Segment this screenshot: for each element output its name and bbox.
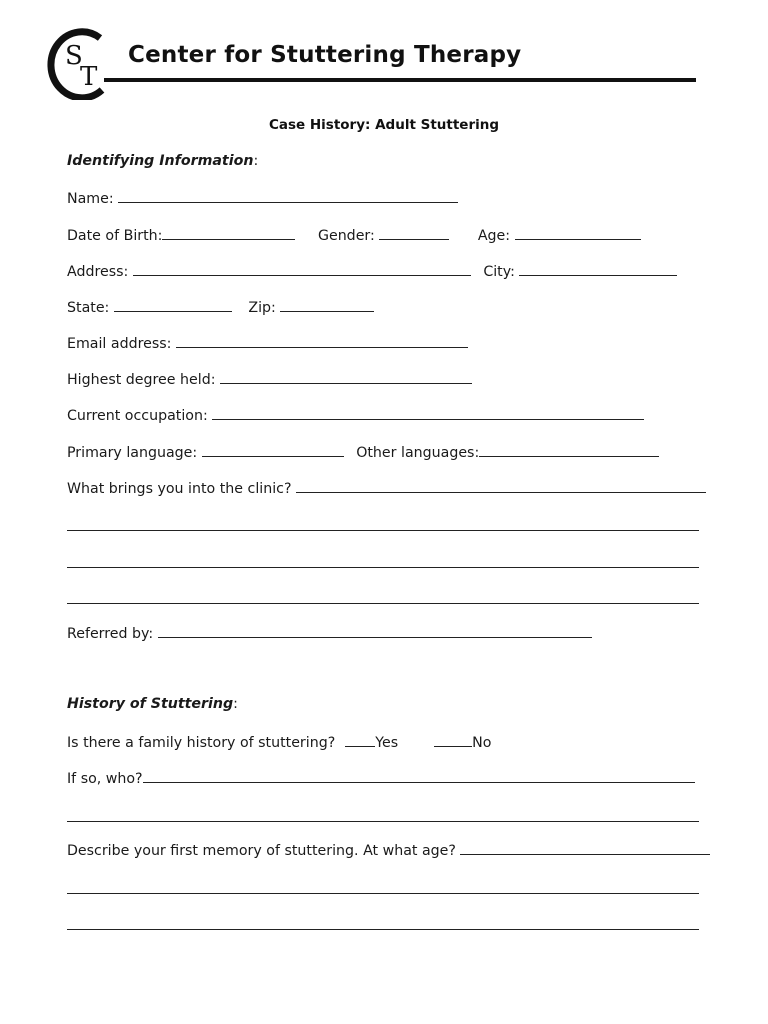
- document-title: Case History: Adult Stuttering: [268, 117, 500, 133]
- cst-logo: [40, 24, 110, 100]
- city-field[interactable]: [519, 262, 677, 276]
- language-row: [67, 443, 659, 461]
- name-field[interactable]: [118, 189, 458, 203]
- if-so-row: [67, 769, 695, 787]
- referred-row: [67, 624, 592, 642]
- referred-field[interactable]: [158, 624, 592, 638]
- first-memory-field[interactable]: [460, 841, 710, 855]
- family-history-label: Is there a family history of stuttering?: [67, 735, 336, 751]
- degree-label: Highest degree held:: [67, 372, 216, 388]
- dob-field[interactable]: [162, 226, 295, 240]
- if-so-field[interactable]: [143, 769, 695, 783]
- clinic-reason-line-3[interactable]: [67, 567, 699, 568]
- section-heading-identifying: Identifying Information: [67, 153, 254, 169]
- dob-row: [67, 226, 641, 244]
- section-heading-history: History of Stuttering: [67, 696, 234, 712]
- occupation-field[interactable]: [212, 406, 644, 420]
- other-languages-label: Other languages:: [356, 445, 480, 461]
- organization-name: Center for Stuttering Therapy: [128, 42, 522, 68]
- clinic-reason-label: What brings you into the clinic?: [67, 481, 292, 497]
- if-so-line-2[interactable]: [67, 821, 699, 822]
- referred-label: Referred by:: [67, 626, 154, 642]
- address-label: Address:: [67, 264, 129, 280]
- gender-field[interactable]: [379, 226, 449, 240]
- yes-blank[interactable]: [345, 733, 375, 747]
- primary-language-label: Primary language:: [67, 445, 198, 461]
- first-memory-line-2[interactable]: [67, 893, 699, 894]
- first-memory-line-3[interactable]: [67, 929, 699, 930]
- state-field[interactable]: [114, 298, 232, 312]
- clinic-row: [67, 479, 706, 497]
- clinic-reason-line-2[interactable]: [67, 530, 699, 531]
- history-heading-row: [67, 696, 238, 712]
- degree-field[interactable]: [220, 370, 472, 384]
- first-memory-row: [67, 841, 710, 859]
- identifying-heading-row: [67, 153, 258, 169]
- if-so-label: If so, who?: [67, 771, 143, 787]
- name-row: [67, 189, 458, 207]
- logo-letter-t: T: [80, 62, 98, 92]
- heading-colon: :: [233, 696, 238, 712]
- email-field[interactable]: [176, 334, 468, 348]
- other-languages-field[interactable]: [479, 443, 659, 457]
- yes-option[interactable]: Yes: [375, 735, 399, 751]
- no-blank[interactable]: [434, 733, 472, 747]
- degree-row: [67, 370, 472, 388]
- zip-label: Zip:: [248, 300, 276, 316]
- no-option[interactable]: No: [472, 735, 492, 751]
- zip-field[interactable]: [280, 298, 374, 312]
- primary-language-field[interactable]: [202, 443, 344, 457]
- family-history-row: [67, 733, 491, 751]
- state-label: State:: [67, 300, 110, 316]
- city-label: City:: [483, 264, 515, 280]
- logo-letter-s: S: [65, 41, 83, 71]
- email-row: [67, 334, 468, 352]
- letterhead: [38, 20, 700, 104]
- clinic-reason-line-4[interactable]: [67, 603, 699, 604]
- gender-label: Gender:: [317, 228, 375, 244]
- header-rule: [104, 78, 696, 82]
- first-memory-label: Describe your first memory of stuttering. At what age?: [67, 843, 456, 859]
- address-row: [67, 262, 677, 280]
- name-label: Name:: [67, 191, 114, 207]
- age-label: Age:: [477, 228, 511, 244]
- occupation-row: [67, 406, 644, 424]
- email-label: Email address:: [67, 336, 172, 352]
- age-field[interactable]: [515, 226, 641, 240]
- occupation-label: Current occupation:: [67, 408, 208, 424]
- clinic-reason-field[interactable]: [296, 479, 706, 493]
- dob-label: Date of Birth:: [67, 228, 163, 244]
- address-field[interactable]: [133, 262, 471, 276]
- state-row: [67, 298, 374, 316]
- heading-colon: :: [253, 153, 259, 169]
